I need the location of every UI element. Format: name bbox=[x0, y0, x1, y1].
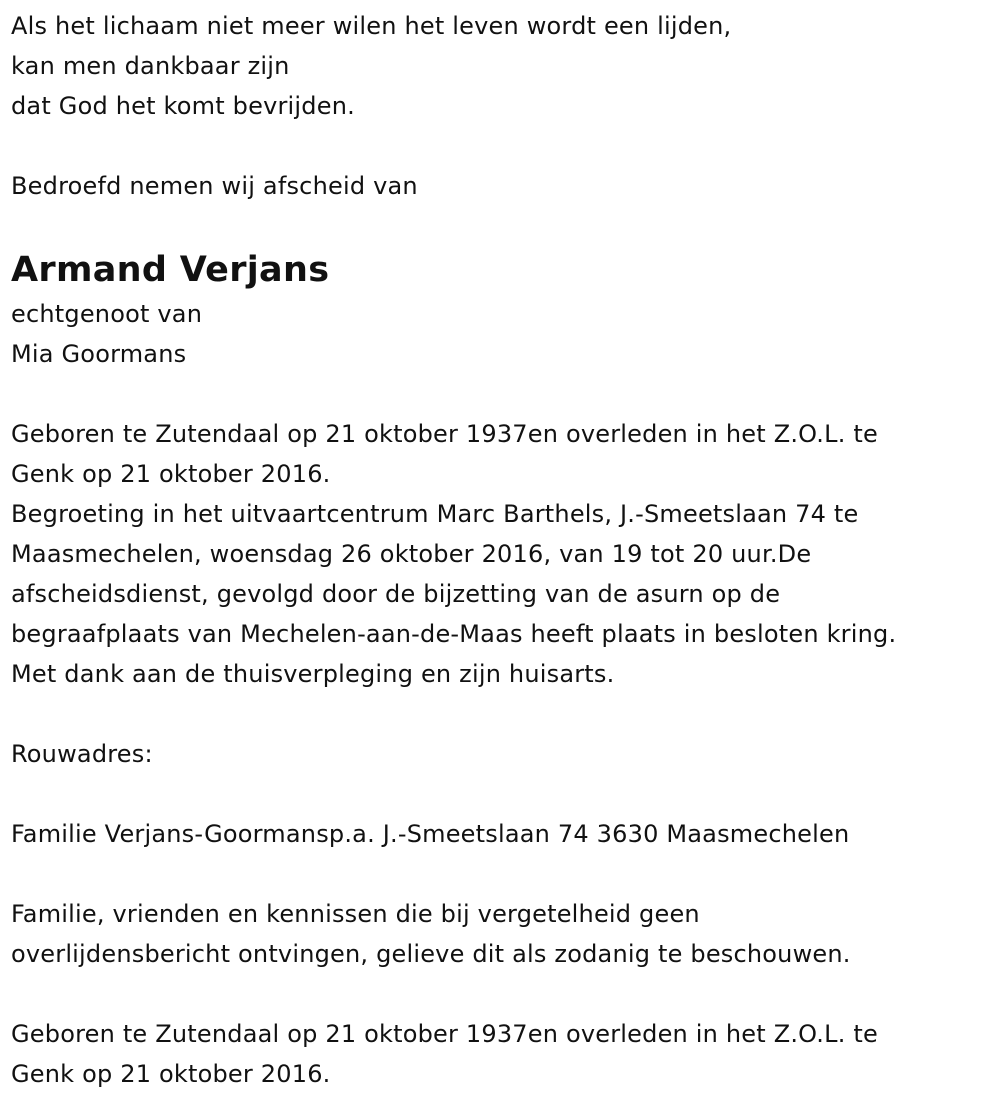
repeat-line: Geboren te Zutendaal op 21 oktober 1937en overleden in het Z.O.L. te bbox=[11, 1020, 878, 1048]
details-line: afscheidsdienst, gevolgd door de bijzetting van de asurn op de bbox=[11, 580, 781, 608]
relation-text: echtgenoot van bbox=[11, 300, 203, 328]
spacer bbox=[11, 694, 1000, 734]
details-line: Genk op 21 oktober 2016. bbox=[11, 460, 331, 488]
poem-line: kan men dankbaar zijn bbox=[11, 52, 290, 80]
spacer bbox=[11, 126, 1000, 166]
details-line: Met dank aan de thuisverpleging en zijn huisarts. bbox=[11, 660, 615, 688]
poem-line: Als het lichaam niet meer wilen het leven wordt een lijden, bbox=[11, 12, 732, 40]
address-label: Rouwadres: bbox=[11, 740, 153, 768]
spouse-name: Mia Goormans bbox=[11, 340, 187, 368]
details-paragraph bbox=[11, 414, 1000, 694]
notice-line: Familie, vrienden en kennissen die bij vergetelheid geen bbox=[11, 900, 700, 928]
spacer bbox=[11, 854, 1000, 894]
address-value: Familie Verjans-Goormansp.a. J.-Smeetslaan 74 3630 Maasmechelen bbox=[11, 820, 850, 848]
spacer bbox=[11, 974, 1000, 1014]
poem-line: dat God het komt bevrijden. bbox=[11, 92, 355, 120]
details-line: Geboren te Zutendaal op 21 oktober 1937en overleden in het Z.O.L. te bbox=[11, 420, 878, 448]
deceased-name: Armand Verjans bbox=[11, 250, 330, 290]
notice-line: overlijdensbericht ontvingen, gelieve dit als zodanig te beschouwen. bbox=[11, 940, 851, 968]
details-line: Maasmechelen, woensdag 26 oktober 2016, van 19 tot 20 uur.De bbox=[11, 540, 812, 568]
spacer bbox=[11, 206, 1000, 246]
repeat-line: Genk op 21 oktober 2016. bbox=[11, 1060, 331, 1088]
details-line: Begroeting in het uitvaartcentrum Marc Barthels, J.-Smeetslaan 74 te bbox=[11, 500, 859, 528]
intro-text: Bedroefd nemen wij afscheid van bbox=[11, 172, 418, 200]
spacer bbox=[11, 774, 1000, 814]
repeat-paragraph bbox=[11, 1014, 1000, 1094]
details-line: begraafplaats van Mechelen-aan-de-Maas heeft plaats in besloten kring. bbox=[11, 620, 897, 648]
spacer bbox=[11, 374, 1000, 414]
notice-paragraph bbox=[11, 894, 1000, 974]
poem bbox=[11, 6, 1000, 126]
